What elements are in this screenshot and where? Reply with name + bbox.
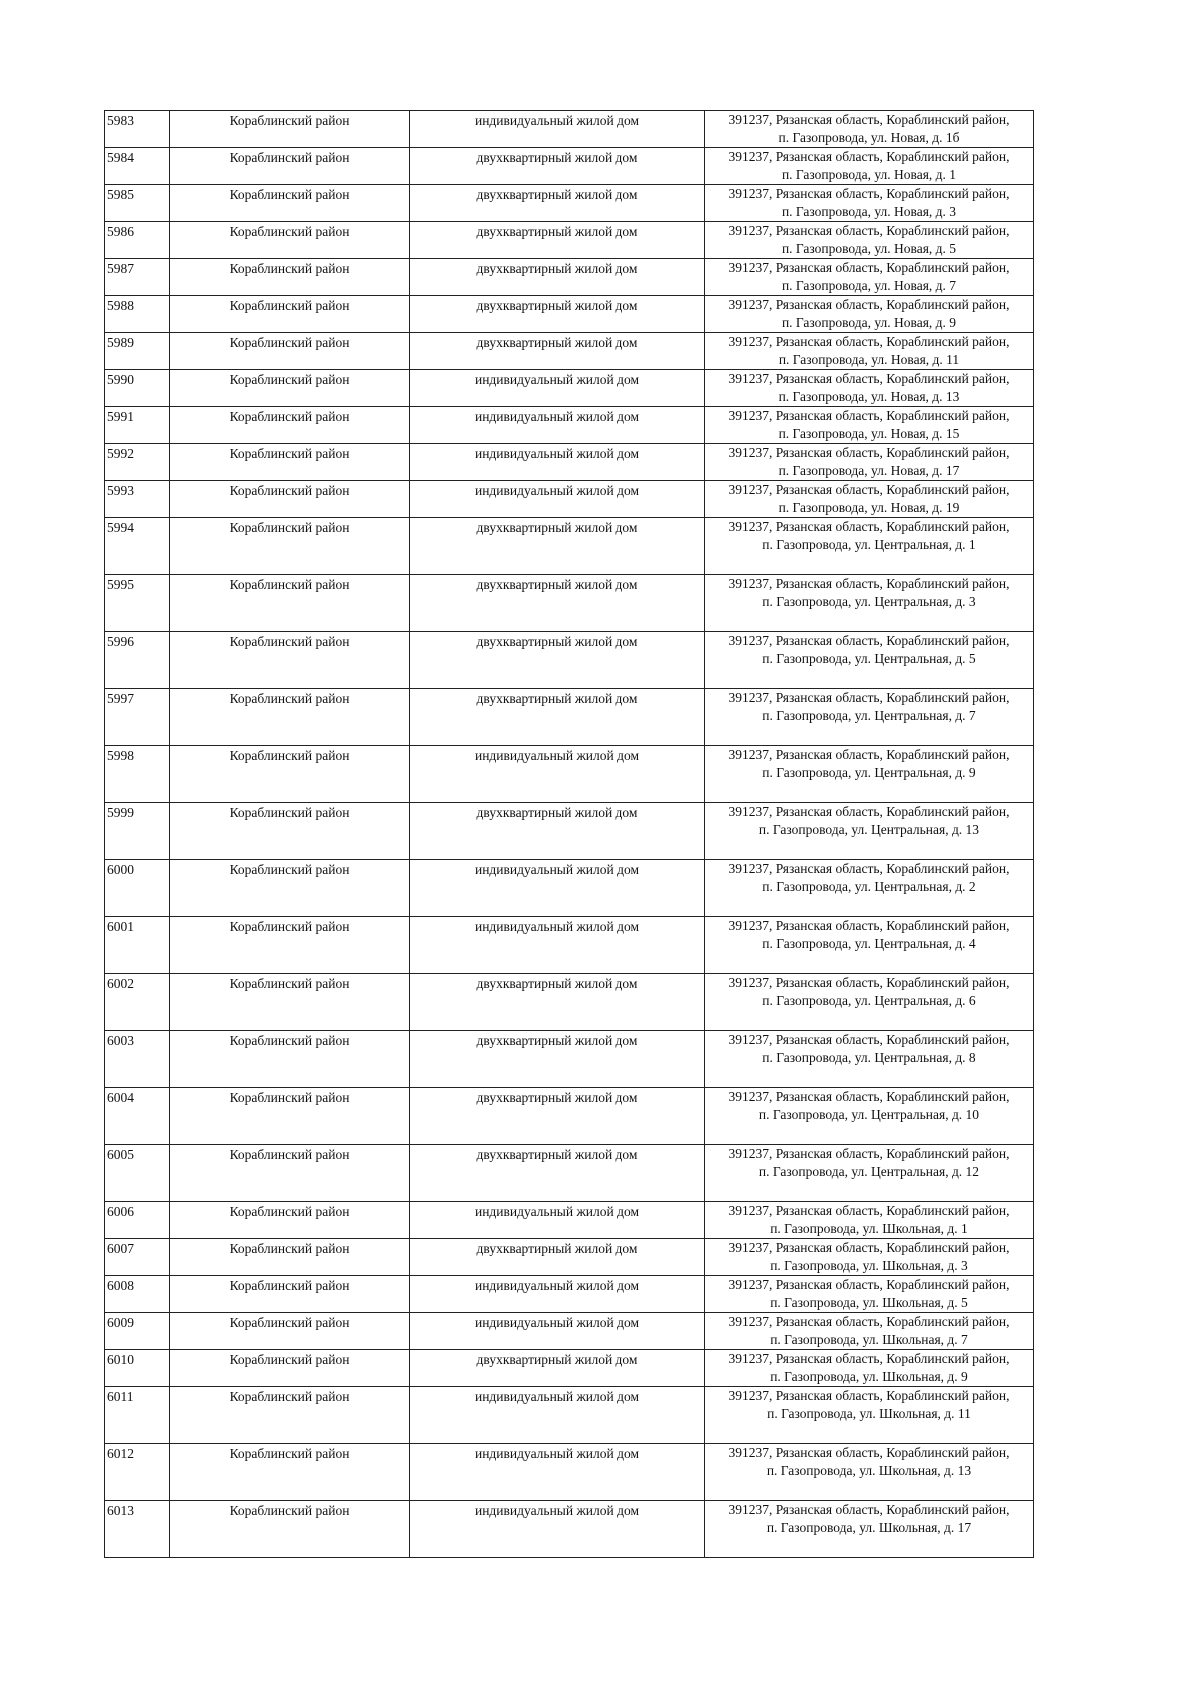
building-type-cell: двухквартирный жилой дом [410,1145,705,1202]
table-row [105,1313,1034,1350]
address-cell [705,1276,1034,1313]
building-type-cell: индивидуальный жилой дом [410,1276,705,1313]
row-number: 5999 [105,803,170,860]
address-line-1: 391237, Рязанская область, Кораблинский район, [728,918,1010,933]
row-number: 5985 [105,185,170,222]
district-cell: Кораблинский район [170,296,410,333]
address-line-1: 391237, Рязанская область, Кораблинский район, [728,1089,1010,1104]
row-number: 6004 [105,1088,170,1145]
district-cell: Кораблинский район [170,575,410,632]
address-line-1: 391237, Рязанская область, Кораблинский район, [728,1240,1010,1255]
address-line-1: 391237, Рязанская область, Кораблинский район, [728,519,1010,534]
row-number: 6010 [105,1350,170,1387]
address-line-1: 391237, Рязанская область, Кораблинский район, [728,1314,1010,1329]
district-cell: Кораблинский район [170,185,410,222]
address-line-2: п. Газопровода, ул. Центральная, д. 12 [758,1164,980,1179]
address-line-2: п. Газопровода, ул. Новая, д. 1б [778,130,960,145]
address-cell [705,333,1034,370]
address-cell [705,111,1034,148]
table-row [105,1444,1034,1501]
building-type-cell: двухквартирный жилой дом [410,689,705,746]
address-line-2: п. Газопровода, ул. Школьная, д. 17 [766,1520,972,1535]
table-row [105,632,1034,689]
address-cell [705,746,1034,803]
address-line-2: п. Газопровода, ул. Новая, д. 3 [781,204,957,219]
building-type-cell: двухквартирный жилой дом [410,1239,705,1276]
address-line-1: 391237, Рязанская область, Кораблинский район, [728,633,1010,648]
district-cell: Кораблинский район [170,1387,410,1444]
row-number: 5986 [105,222,170,259]
district-cell: Кораблинский район [170,518,410,575]
table-row [105,333,1034,370]
address-cell [705,259,1034,296]
building-type-cell: индивидуальный жилой дом [410,407,705,444]
address-line-2: п. Газопровода, ул. Центральная, д. 13 [758,822,980,837]
address-line-1: 391237, Рязанская область, Кораблинский район, [728,445,1010,460]
address-line-1: 391237, Рязанская область, Кораблинский район, [728,297,1010,312]
address-cell [705,1239,1034,1276]
address-cell [705,222,1034,259]
row-number: 5988 [105,296,170,333]
building-type-cell: индивидуальный жилой дом [410,1444,705,1501]
address-line-1: 391237, Рязанская область, Кораблинский район, [728,112,1010,127]
table-row [105,1031,1034,1088]
building-type-cell: двухквартирный жилой дом [410,974,705,1031]
building-type-cell: индивидуальный жилой дом [410,444,705,481]
address-line-1: 391237, Рязанская область, Кораблинский район, [728,1388,1010,1403]
address-line-2: п. Газопровода, ул. Центральная, д. 9 [762,765,976,780]
address-line-2: п. Газопровода, ул. Новая, д. 19 [778,500,960,515]
address-line-2: п. Газопровода, ул. Центральная, д. 1 [762,537,976,552]
address-line-1: 391237, Рязанская область, Кораблинский район, [728,371,1010,386]
address-line-2: п. Газопровода, ул. Центральная, д. 8 [762,1050,976,1065]
address-line-2: п. Газопровода, ул. Школьная, д. 5 [770,1295,968,1310]
building-type-cell: индивидуальный жилой дом [410,1313,705,1350]
table-row [105,746,1034,803]
address-cell [705,1031,1034,1088]
building-type-cell: индивидуальный жилой дом [410,1202,705,1239]
address-line-1: 391237, Рязанская область, Кораблинский район, [728,1146,1010,1161]
district-cell: Кораблинский район [170,689,410,746]
address-line-1: 391237, Рязанская область, Кораблинский район, [728,576,1010,591]
address-cell [705,1350,1034,1387]
address-cell [705,407,1034,444]
building-type-cell: двухквартирный жилой дом [410,632,705,689]
address-line-2: п. Газопровода, ул. Центральная, д. 4 [762,936,976,951]
address-line-1: 391237, Рязанская область, Кораблинский район, [728,1277,1010,1292]
district-cell: Кораблинский район [170,1350,410,1387]
district-cell: Кораблинский район [170,1239,410,1276]
address-cell [705,148,1034,185]
district-cell: Кораблинский район [170,860,410,917]
table-row [105,575,1034,632]
building-type-cell: индивидуальный жилой дом [410,860,705,917]
building-type-cell: двухквартирный жилой дом [410,1350,705,1387]
building-type-cell: двухквартирный жилой дом [410,518,705,575]
table-row [105,222,1034,259]
table-row [105,296,1034,333]
row-number: 5987 [105,259,170,296]
address-line-2: п. Газопровода, ул. Новая, д. 9 [781,315,957,330]
table-row [105,370,1034,407]
address-line-2: п. Газопровода, ул. Центральная, д. 2 [762,879,976,894]
district-cell: Кораблинский район [170,148,410,185]
row-number: 5993 [105,481,170,518]
table-row [105,148,1034,185]
address-cell [705,1387,1034,1444]
address-cell [705,974,1034,1031]
address-cell [705,1202,1034,1239]
district-cell: Кораблинский район [170,803,410,860]
address-cell [705,1088,1034,1145]
address-line-1: 391237, Рязанская область, Кораблинский район, [728,149,1010,164]
district-cell: Кораблинский район [170,917,410,974]
address-line-2: п. Газопровода, ул. Новая, д. 7 [781,278,957,293]
table-row [105,917,1034,974]
row-number: 6001 [105,917,170,974]
row-number: 5994 [105,518,170,575]
address-cell [705,917,1034,974]
table-row [105,1350,1034,1387]
table-row [105,259,1034,296]
table-row [105,1088,1034,1145]
address-line-2: п. Газопровода, ул. Школьная, д. 13 [766,1463,972,1478]
address-line-1: 391237, Рязанская область, Кораблинский район, [728,186,1010,201]
row-number: 6000 [105,860,170,917]
table-row [105,1387,1034,1444]
district-cell: Кораблинский район [170,1145,410,1202]
building-type-cell: двухквартирный жилой дом [410,148,705,185]
row-number: 5989 [105,333,170,370]
row-number: 6002 [105,974,170,1031]
district-cell: Кораблинский район [170,370,410,407]
table-row [105,1145,1034,1202]
address-line-1: 391237, Рязанская область, Кораблинский район, [728,334,1010,349]
address-line-2: п. Газопровода, ул. Школьная, д. 3 [770,1258,968,1273]
table-row [105,518,1034,575]
table-row [105,803,1034,860]
address-line-1: 391237, Рязанская область, Кораблинский район, [728,1502,1010,1517]
building-type-cell: индивидуальный жилой дом [410,111,705,148]
address-line-1: 391237, Рязанская область, Кораблинский район, [728,260,1010,275]
address-line-1: 391237, Рязанская область, Кораблинский район, [728,861,1010,876]
building-type-cell: двухквартирный жилой дом [410,575,705,632]
building-type-cell: индивидуальный жилой дом [410,746,705,803]
district-cell: Кораблинский район [170,1202,410,1239]
table-row [105,1276,1034,1313]
address-cell [705,296,1034,333]
building-type-cell: индивидуальный жилой дом [410,917,705,974]
building-type-cell: двухквартирный жилой дом [410,259,705,296]
address-line-1: 391237, Рязанская область, Кораблинский район, [728,1445,1010,1460]
address-cell [705,860,1034,917]
address-line-2: п. Газопровода, ул. Центральная, д. 6 [762,993,976,1008]
building-type-cell: двухквартирный жилой дом [410,296,705,333]
address-cell [705,370,1034,407]
address-line-1: 391237, Рязанская область, Кораблинский район, [728,1351,1010,1366]
address-line-2: п. Газопровода, ул. Центральная, д. 3 [762,594,976,609]
row-number: 5998 [105,746,170,803]
row-number: 5995 [105,575,170,632]
row-number: 6003 [105,1031,170,1088]
district-cell: Кораблинский район [170,746,410,803]
address-line-2: п. Газопровода, ул. Новая, д. 1 [781,167,957,182]
row-number: 6013 [105,1501,170,1558]
address-cell [705,481,1034,518]
district-cell: Кораблинский район [170,111,410,148]
row-number: 5991 [105,407,170,444]
building-type-cell: индивидуальный жилой дом [410,481,705,518]
building-type-cell: двухквартирный жилой дом [410,185,705,222]
table-row [105,1501,1034,1558]
address-line-2: п. Газопровода, ул. Новая, д. 15 [778,426,960,441]
address-line-1: 391237, Рязанская область, Кораблинский район, [728,804,1010,819]
row-number: 5983 [105,111,170,148]
building-type-cell: индивидуальный жилой дом [410,370,705,407]
address-cell [705,632,1034,689]
table-row [105,407,1034,444]
row-number: 6006 [105,1202,170,1239]
building-type-cell: двухквартирный жилой дом [410,333,705,370]
address-cell [705,518,1034,575]
district-cell: Кораблинский район [170,407,410,444]
district-cell: Кораблинский район [170,1088,410,1145]
district-cell: Кораблинский район [170,974,410,1031]
row-number: 5984 [105,148,170,185]
district-cell: Кораблинский район [170,1501,410,1558]
row-number: 6005 [105,1145,170,1202]
district-cell: Кораблинский район [170,333,410,370]
district-cell: Кораблинский район [170,1031,410,1088]
registry-table [104,110,1034,1558]
row-number: 6009 [105,1313,170,1350]
address-line-2: п. Газопровода, ул. Школьная, д. 11 [767,1406,971,1421]
address-line-2: п. Газопровода, ул. Новая, д. 11 [778,352,960,367]
address-cell [705,185,1034,222]
building-type-cell: двухквартирный жилой дом [410,1031,705,1088]
table-row [105,860,1034,917]
building-type-cell: двухквартирный жилой дом [410,803,705,860]
table-row [105,444,1034,481]
address-line-1: 391237, Рязанская область, Кораблинский район, [728,1032,1010,1047]
district-cell: Кораблинский район [170,481,410,518]
building-type-cell: двухквартирный жилой дом [410,1088,705,1145]
address-line-1: 391237, Рязанская область, Кораблинский район, [728,747,1010,762]
row-number: 5996 [105,632,170,689]
address-line-1: 391237, Рязанская область, Кораблинский район, [728,690,1010,705]
district-cell: Кораблинский район [170,632,410,689]
address-line-2: п. Газопровода, ул. Новая, д. 5 [781,241,957,256]
district-cell: Кораблинский район [170,1313,410,1350]
registry-table-body [105,111,1034,1558]
address-line-1: 391237, Рязанская область, Кораблинский район, [728,975,1010,990]
row-number: 6007 [105,1239,170,1276]
address-line-1: 391237, Рязанская область, Кораблинский район, [728,223,1010,238]
address-line-2: п. Газопровода, ул. Школьная, д. 9 [770,1369,968,1384]
table-row [105,185,1034,222]
table-row [105,481,1034,518]
district-cell: Кораблинский район [170,222,410,259]
row-number: 5992 [105,444,170,481]
address-cell [705,575,1034,632]
address-line-2: п. Газопровода, ул. Школьная, д. 7 [770,1332,968,1347]
row-number: 6011 [105,1387,170,1444]
address-line-2: п. Газопровода, ул. Новая, д. 17 [778,463,960,478]
address-line-2: п. Газопровода, ул. Новая, д. 13 [778,389,960,404]
table-row [105,689,1034,746]
address-line-1: 391237, Рязанская область, Кораблинский район, [728,482,1010,497]
district-cell: Кораблинский район [170,444,410,481]
address-cell [705,803,1034,860]
address-cell [705,689,1034,746]
address-line-1: 391237, Рязанская область, Кораблинский район, [728,1203,1010,1218]
table-row [105,1239,1034,1276]
row-number: 6012 [105,1444,170,1501]
address-line-2: п. Газопровода, ул. Школьная, д. 1 [770,1221,968,1236]
district-cell: Кораблинский район [170,259,410,296]
building-type-cell: двухквартирный жилой дом [410,222,705,259]
address-cell [705,1145,1034,1202]
table-row [105,111,1034,148]
address-cell [705,1444,1034,1501]
district-cell: Кораблинский район [170,1276,410,1313]
address-line-2: п. Газопровода, ул. Центральная, д. 7 [762,708,976,723]
address-line-2: п. Газопровода, ул. Центральная, д. 5 [762,651,976,666]
row-number: 5997 [105,689,170,746]
district-cell: Кораблинский район [170,1444,410,1501]
address-line-1: 391237, Рязанская область, Кораблинский район, [728,408,1010,423]
address-line-2: п. Газопровода, ул. Центральная, д. 10 [758,1107,980,1122]
row-number: 6008 [105,1276,170,1313]
building-type-cell: индивидуальный жилой дом [410,1501,705,1558]
address-cell [705,444,1034,481]
address-cell [705,1313,1034,1350]
table-row [105,974,1034,1031]
table-row [105,1202,1034,1239]
building-type-cell: индивидуальный жилой дом [410,1387,705,1444]
row-number: 5990 [105,370,170,407]
address-cell [705,1501,1034,1558]
